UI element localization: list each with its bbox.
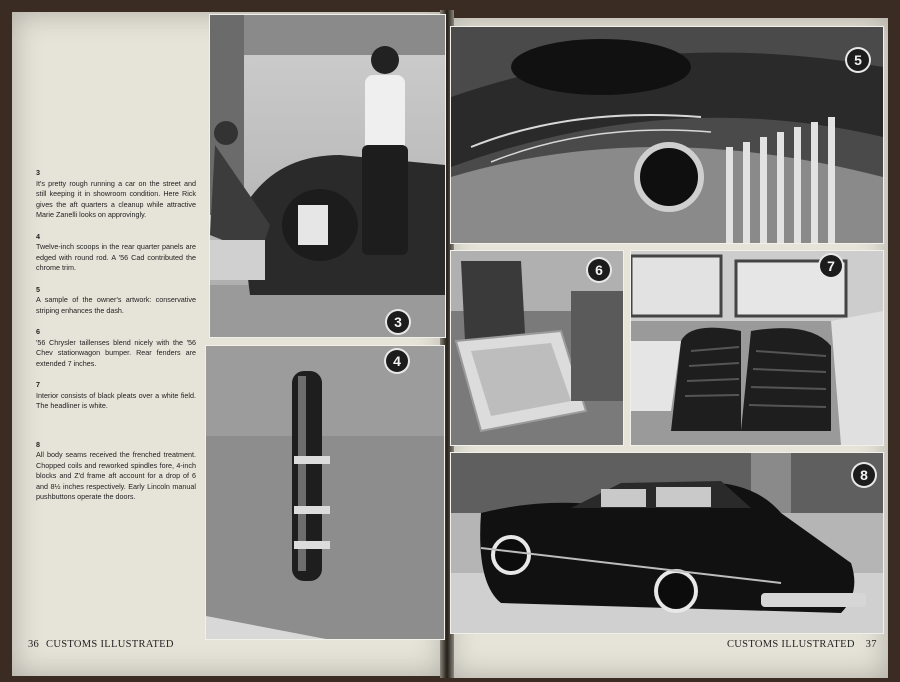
caption-number: 3 bbox=[36, 168, 40, 177]
caption-text: '56 Chrysler taillenses blend nicely with the '56 Chev stationwagon bumper. Rear fenders are extended 7 inches. bbox=[36, 337, 196, 368]
photo-number-badge: 8 bbox=[853, 464, 875, 486]
caption-6 bbox=[36, 327, 196, 369]
magazine-name: CUSTOMS ILLUSTRATED bbox=[46, 639, 174, 650]
photo-number-badge: 4 bbox=[386, 350, 408, 372]
page-number: 37 bbox=[865, 639, 877, 650]
photo-7 bbox=[630, 250, 884, 446]
caption-number: 6 bbox=[36, 327, 40, 336]
caption-text: Twelve-inch scoops in the rear quarter panels are edged with round rod. A '56 Cad contributed the chrome trim. bbox=[36, 242, 196, 272]
magazine-name: CUSTOMS ILLUSTRATED bbox=[727, 639, 855, 650]
photo-number-badge: 5 bbox=[847, 49, 869, 71]
photo-number-badge: 3 bbox=[387, 311, 409, 333]
caption-text: Interior consists of black pleats over a white field. The headliner is white. bbox=[36, 390, 196, 410]
photo-8 bbox=[450, 452, 884, 634]
left-page-footer bbox=[28, 639, 174, 650]
caption-text: It's pretty rough running a car on the street and still keeping it in showroom condition. Here Rick gives the aft quarters a cleanup while attractive Marie Zanelli looks on approvingly. bbox=[36, 178, 196, 219]
caption-number: 4 bbox=[36, 231, 40, 241]
photo-number-badge: 6 bbox=[588, 259, 610, 281]
caption-4 bbox=[36, 232, 196, 274]
caption-5 bbox=[36, 285, 196, 317]
caption-3 bbox=[36, 168, 196, 221]
photo-3 bbox=[209, 14, 446, 338]
caption-text: All body seams received the frenched treatment. Chopped coils and reworked spindles fore, 4-inch blocks and Z'd frame aft account for a drop of 6 and 8½ inches respectively. Early Lincoln manual pushbuttons operate the doors. bbox=[36, 450, 196, 501]
caption-number: 5 bbox=[36, 284, 40, 294]
caption-7 bbox=[36, 380, 196, 412]
photo-5 bbox=[450, 26, 884, 244]
page-number: 36 bbox=[28, 639, 40, 650]
caption-text: A sample of the owner's artwork: conservative striping enhances the dash. bbox=[36, 295, 196, 315]
photo-4 bbox=[205, 345, 445, 640]
photo-number-badge: 7 bbox=[820, 255, 842, 277]
caption-number: 7 bbox=[36, 380, 40, 389]
caption-number: 8 bbox=[36, 439, 40, 449]
caption-column bbox=[36, 168, 196, 514]
caption-8 bbox=[36, 440, 196, 503]
right-page-footer bbox=[727, 639, 877, 650]
